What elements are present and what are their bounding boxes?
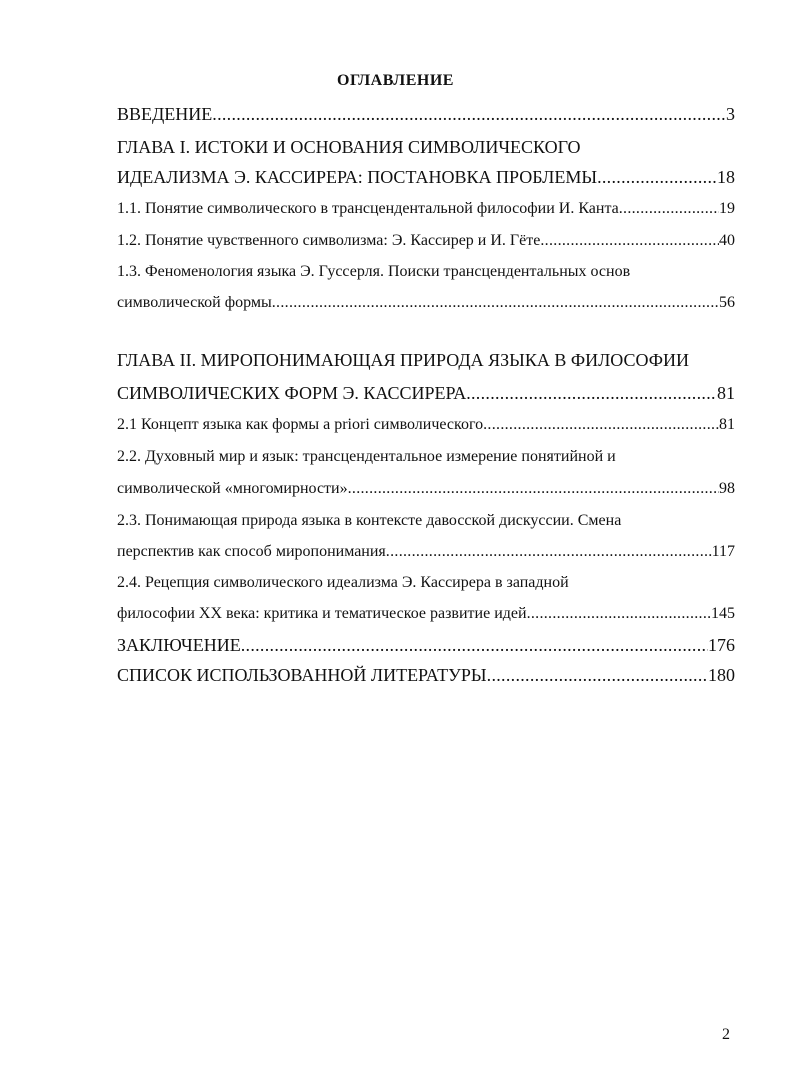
dot-leader — [540, 226, 719, 256]
toc-entry-page: 81 — [719, 416, 735, 433]
toc-entry-text: ЗАКЛЮЧЕНИЕ — [117, 635, 241, 655]
dot-leader — [527, 599, 711, 629]
toc-entry-bibliography[interactable] — [117, 660, 735, 690]
toc-entry-section-2-1[interactable] — [117, 410, 735, 440]
toc-entry-text: 2.3. Понимающая природа языка в контексте давосской дискуссии. Смена — [117, 512, 622, 529]
toc-entry-introduction[interactable] — [117, 99, 735, 129]
dot-leader — [597, 162, 717, 192]
dot-leader — [241, 630, 708, 660]
toc-entry-section-2-3-line2[interactable] — [117, 537, 735, 567]
toc-entry-text: 1.2. Понятие чувственного символизма: Э. Кассирер и И. Гёте — [117, 232, 541, 249]
dot-leader — [212, 99, 726, 129]
toc-entry-section-2-2-line1[interactable] — [117, 442, 735, 472]
toc-entry-text: 2.4. Рецепция символического идеализма Э. Кассирера в западной — [117, 574, 569, 591]
toc-entry-section-2-2-line2[interactable] — [117, 474, 735, 504]
toc-entry-chapter1-line1[interactable] — [117, 132, 735, 162]
dot-leader — [272, 288, 719, 318]
toc-entry-section-2-4-line2[interactable] — [117, 599, 735, 629]
toc-entry-chapter1-line2[interactable] — [117, 162, 735, 192]
toc-entry-text: ГЛАВА I. ИСТОКИ И ОСНОВАНИЯ СИМВОЛИЧЕСКОГО — [117, 137, 581, 157]
toc-entry-text: ВВЕДЕНИЕ — [117, 104, 213, 124]
toc-entry-page: 180 — [708, 665, 735, 685]
toc-entry-text: 2.2. Духовный мир и язык: трансцендентальное измерение понятийной и — [117, 448, 616, 465]
toc-entry-text: СИМВОЛИЧЕСКИХ ФОРМ Э. КАССИРЕРА — [117, 383, 467, 403]
toc-entry-section-2-3-line1[interactable] — [117, 506, 735, 536]
toc-entry-text: 2.1 Концепт языка как формы a priori символического — [117, 416, 484, 433]
toc-entry-section-2-4-line1[interactable] — [117, 568, 735, 598]
toc-entry-page: 145 — [711, 605, 735, 622]
dot-leader — [483, 410, 719, 440]
toc-entry-chapter2-line1[interactable] — [117, 345, 735, 375]
toc-entry-text: перспектив как способ миропонимания — [117, 543, 386, 560]
toc-entry-text: ИДЕАЛИЗМА Э. КАССИРЕРА: ПОСТАНОВКА ПРОБЛЕМЫ — [117, 167, 598, 187]
toc-entry-chapter2-line2[interactable] — [117, 378, 735, 408]
toc-entry-page: 81 — [717, 383, 735, 403]
toc-entry-page: 117 — [711, 543, 735, 560]
toc-entry-text: символической формы — [117, 294, 272, 311]
toc-entry-page: 176 — [708, 635, 735, 655]
toc-entry-text: ГЛАВА II. МИРОПОНИМАЮЩАЯ ПРИРОДА ЯЗЫКА В ФИЛОСОФИИ — [117, 350, 689, 370]
toc-entry-page: 40 — [719, 232, 735, 249]
toc-entry-page: 18 — [717, 167, 735, 187]
toc-entry-page: 19 — [719, 200, 735, 217]
page-number: 2 — [722, 1026, 730, 1043]
toc-entry-section-1-3-line2[interactable] — [117, 288, 735, 318]
dot-leader — [487, 660, 708, 690]
dot-leader — [386, 537, 712, 567]
toc-entry-conclusion[interactable] — [117, 630, 735, 660]
dot-leader — [348, 474, 719, 504]
toc-entry-text: символической «многомирности» — [117, 480, 348, 497]
toc-entry-page: 98 — [719, 480, 735, 497]
dot-leader — [619, 194, 719, 224]
toc-entry-section-1-2[interactable] — [117, 226, 735, 256]
toc-entry-text: 1.1. Понятие символического в трансцендентальной философии И. Канта — [117, 200, 619, 217]
toc-entry-section-1-3-line1[interactable] — [117, 257, 735, 287]
toc-entry-text: философии XX века: критика и тематическое развитие идей — [117, 605, 527, 622]
toc-entry-text: 1.3. Феноменология языка Э. Гуссерля. Поиски трансцендентальных основ — [117, 263, 631, 280]
dot-leader — [466, 378, 717, 408]
toc-entry-page: 3 — [726, 104, 735, 124]
toc-heading: ОГЛАВЛЕНИЕ — [337, 72, 454, 89]
toc-entry-section-1-1[interactable] — [117, 194, 735, 224]
toc-entry-text: СПИСОК ИСПОЛЬЗОВАННОЙ ЛИТЕРАТУРЫ — [117, 665, 487, 685]
toc-entry-page: 56 — [719, 294, 735, 311]
